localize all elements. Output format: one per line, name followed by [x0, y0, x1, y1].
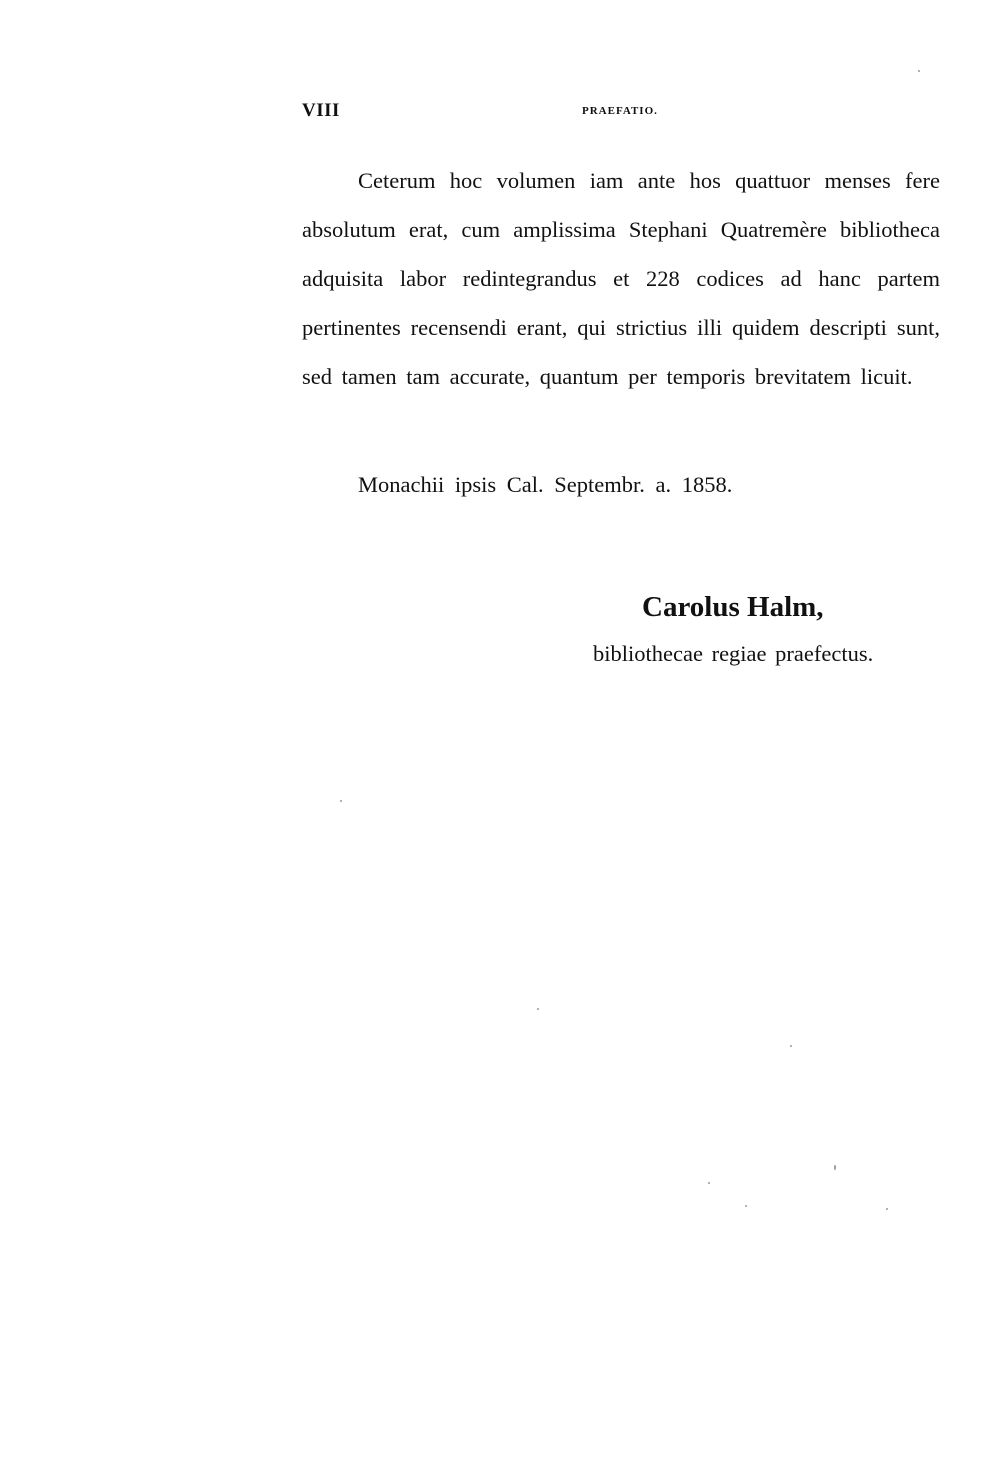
scan-speck	[834, 1165, 836, 1170]
scan-speck	[790, 1045, 792, 1047]
signature-name: Carolus Halm,	[642, 591, 824, 623]
page-number: VIII	[302, 100, 340, 121]
dateline: Monachii ipsis Cal. Septembr. a. 1858.	[358, 472, 733, 497]
preface-paragraph: Ceterum hoc volumen iam ante hos quattuor menses fere absolutum erat, cum amplissima Stephani Quatremère bibliotheca adquisita labor redintegrandus et 228 codices ad hanc partem pertinentes recensendi erant, qui strictius illi quidem descripti sunt, sed tamen tam accurate, quantum per temporis brevitatem licuit.	[302, 168, 940, 389]
scan-speck	[708, 1182, 710, 1184]
scan-speck	[918, 70, 920, 72]
scan-speck	[886, 1208, 888, 1210]
running-title: PRAEFATIO.	[582, 105, 658, 117]
scan-speck	[340, 800, 342, 802]
scan-speck	[537, 1008, 539, 1010]
running-head	[302, 100, 942, 124]
signature-title: bibliothecae regiae praefectus.	[593, 641, 874, 666]
scan-speck	[745, 1205, 747, 1207]
